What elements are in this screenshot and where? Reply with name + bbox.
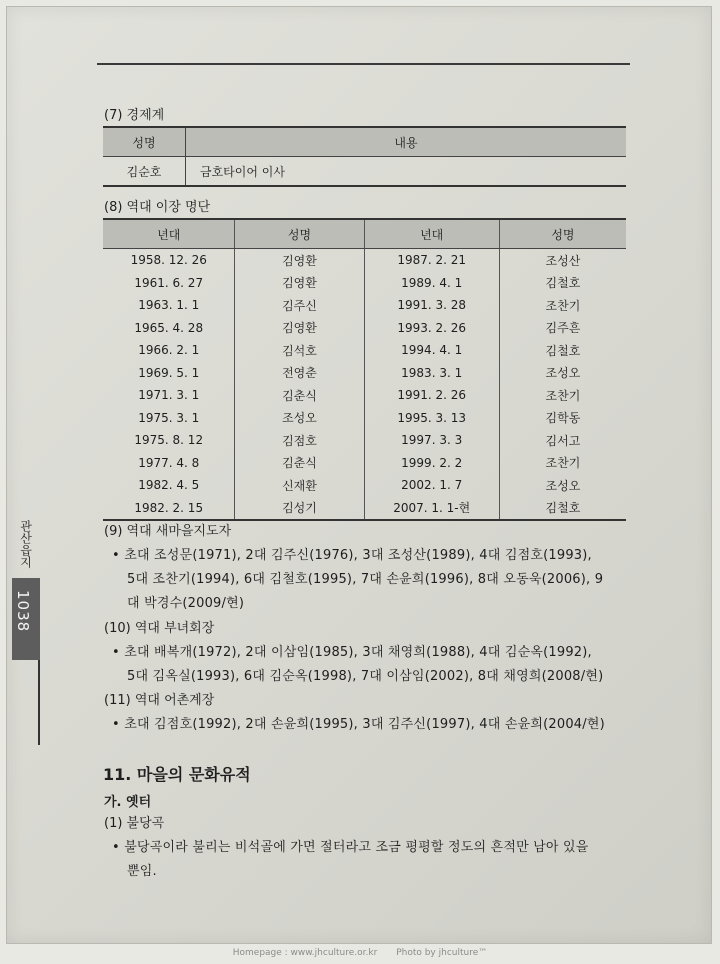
heads-year-2-cell: 2002. 1. 7 <box>364 474 499 497</box>
heads-year-1-cell: 1982. 2. 15 <box>103 497 235 521</box>
heads-col-year-1: 년대 <box>103 219 235 249</box>
heads-name-2-cell: 김철호 <box>545 276 581 291</box>
econ-col-name: 성명 <box>103 127 186 157</box>
heads-col-year-2: 년대 <box>364 219 499 249</box>
heads-name-1-cell: 김영환 <box>235 272 364 295</box>
heads-year-2-cell: 1991. 3. 28 <box>364 294 499 317</box>
heads-year-2-cell: 2007. 1. 1-현 <box>364 497 499 521</box>
heads-name-2-cell: 김학동 <box>545 411 581 426</box>
heads-name-2-cell: 김철호 <box>545 343 581 358</box>
heads-name-1-cell: 신재환 <box>235 474 364 497</box>
table-row <box>103 157 626 187</box>
side-book-title-text: 관산읍지 <box>18 520 33 568</box>
heads-name-1-cell: 김성기 <box>235 497 364 521</box>
table-row <box>103 272 626 295</box>
heads-name-2-cell: 조찬기 <box>545 388 581 403</box>
table-row <box>103 362 626 385</box>
table-row <box>103 294 626 317</box>
heads-year-1-cell: 1969. 5. 1 <box>103 362 235 385</box>
saemaeul-line-1: • 초대 조성문(1971), 2대 김주신(1976), 3대 조성산(1989), 4대 김점호(1993), <box>112 548 592 563</box>
heads-name-2-cell: 조찬기 <box>545 298 581 313</box>
side-book-title <box>16 520 34 572</box>
footer-homepage: Homepage : www.jhculture.or.kr <box>232 948 378 958</box>
heads-year-2-cell: 1994. 4. 1 <box>364 339 499 362</box>
page-number: 1038 <box>14 590 32 633</box>
econ-content-cell: 금호타이어 이사 <box>186 157 627 187</box>
women-line-2: 5대 김옥실(1993), 6대 김순옥(1998), 7대 이삼임(2002), 8대 채영희(2008/현) <box>127 669 604 684</box>
top-rule <box>97 63 630 65</box>
heads-heading: (8) 역대 이장 명단 <box>104 200 211 215</box>
econ-heading: (7) 경제계 <box>104 108 165 123</box>
heads-year-2-cell: 1993. 2. 26 <box>364 317 499 340</box>
heads-name-2-cell: 김주흔 <box>545 321 581 336</box>
women-heading: (10) 역대 부녀회장 <box>104 621 215 636</box>
women-line-1: • 초대 배복개(1972), 2대 이삼임(1985), 3대 채영희(1988), 4대 김순옥(1992), <box>112 645 592 660</box>
heads-year-2-cell: 1995. 3. 13 <box>364 407 499 430</box>
saemaeul-line-2: 5대 조찬기(1994), 6대 김철호(1995), 7대 손윤희(1996), 8대 오동욱(2006), 9 <box>127 572 604 587</box>
saemaeul-heading: (9) 역대 새마을지도자 <box>104 524 232 539</box>
heads-year-2-cell: 1999. 2. 2 <box>364 452 499 475</box>
table-row <box>103 249 626 272</box>
table-row <box>103 317 626 340</box>
heads-table <box>103 218 626 521</box>
culture-item-heading: (1) 불당곡 <box>104 816 165 831</box>
table-row <box>103 384 626 407</box>
heads-name-1-cell: 김주신 <box>235 294 364 317</box>
heads-name-1-cell: 전영춘 <box>235 362 364 385</box>
table-row <box>103 497 626 521</box>
heads-year-1-cell: 1966. 2. 1 <box>103 339 235 362</box>
heads-year-1-cell: 1965. 4. 28 <box>103 317 235 340</box>
heads-name-1-cell: 김영환 <box>235 317 364 340</box>
heads-year-1-cell: 1961. 6. 27 <box>103 272 235 295</box>
side-rule <box>38 660 40 745</box>
culture-line-2: 뿐임. <box>127 864 157 879</box>
heads-year-1-cell: 1982. 4. 5 <box>103 474 235 497</box>
table-row <box>103 339 626 362</box>
table-row <box>103 452 626 475</box>
table-row <box>103 407 626 430</box>
econ-col-content: 내용 <box>186 127 627 157</box>
heads-col-name-2: 성명 <box>499 219 626 249</box>
heads-name-1-cell: 김춘식 <box>235 452 364 475</box>
culture-title: 11. 마을의 문화유적 <box>103 765 251 784</box>
heads-name-2-cell: 조찬기 <box>545 456 581 471</box>
heads-name-1-cell: 김석호 <box>235 339 364 362</box>
culture-line-1: • 불당곡이라 불리는 비석골에 가면 절터라고 조금 평평할 정도의 흔적만 남아 있을 <box>112 840 589 855</box>
heads-name-2-cell: 조성오 <box>545 366 581 381</box>
table-row <box>103 474 626 497</box>
heads-name-1-cell: 김춘식 <box>235 384 364 407</box>
heads-year-2-cell: 1997. 3. 3 <box>364 429 499 452</box>
heads-year-2-cell: 1987. 2. 21 <box>364 249 499 272</box>
heads-year-2-cell: 1983. 3. 1 <box>364 362 499 385</box>
saemaeul-line-3: 대 박경수(2009/현) <box>127 596 245 611</box>
footer <box>0 948 720 958</box>
heads-name-1-cell: 조성오 <box>235 407 364 430</box>
heads-year-1-cell: 1958. 12. 26 <box>103 249 235 272</box>
heads-name-2-cell: 조성오 <box>545 478 581 493</box>
econ-table <box>103 126 626 187</box>
heads-name-2-cell: 조성산 <box>545 253 581 268</box>
table-row <box>103 429 626 452</box>
heads-col-name-1: 성명 <box>235 219 364 249</box>
heads-year-1-cell: 1963. 1. 1 <box>103 294 235 317</box>
heads-name-1-cell: 김영환 <box>235 249 364 272</box>
heads-year-1-cell: 1971. 3. 1 <box>103 384 235 407</box>
heads-year-1-cell: 1977. 4. 8 <box>103 452 235 475</box>
fishing-heading: (11) 역대 어촌계장 <box>104 693 215 708</box>
fishing-line-1: • 초대 김점호(1992), 2대 손윤희(1995), 3대 김주신(1997), 4대 손윤희(2004/현) <box>112 717 605 732</box>
heads-year-1-cell: 1975. 3. 1 <box>103 407 235 430</box>
heads-name-1-cell: 김점호 <box>235 429 364 452</box>
footer-photo: Photo by jhculture™ <box>396 948 488 958</box>
culture-sub: 가. 옛터 <box>104 795 152 810</box>
heads-year-2-cell: 1989. 4. 1 <box>364 272 499 295</box>
heads-name-2-cell: 김서고 <box>545 433 581 448</box>
econ-name-cell: 김순호 <box>103 157 186 187</box>
heads-year-2-cell: 1991. 2. 26 <box>364 384 499 407</box>
heads-name-2-cell: 김철호 <box>499 497 626 521</box>
heads-year-1-cell: 1975. 8. 12 <box>103 429 235 452</box>
